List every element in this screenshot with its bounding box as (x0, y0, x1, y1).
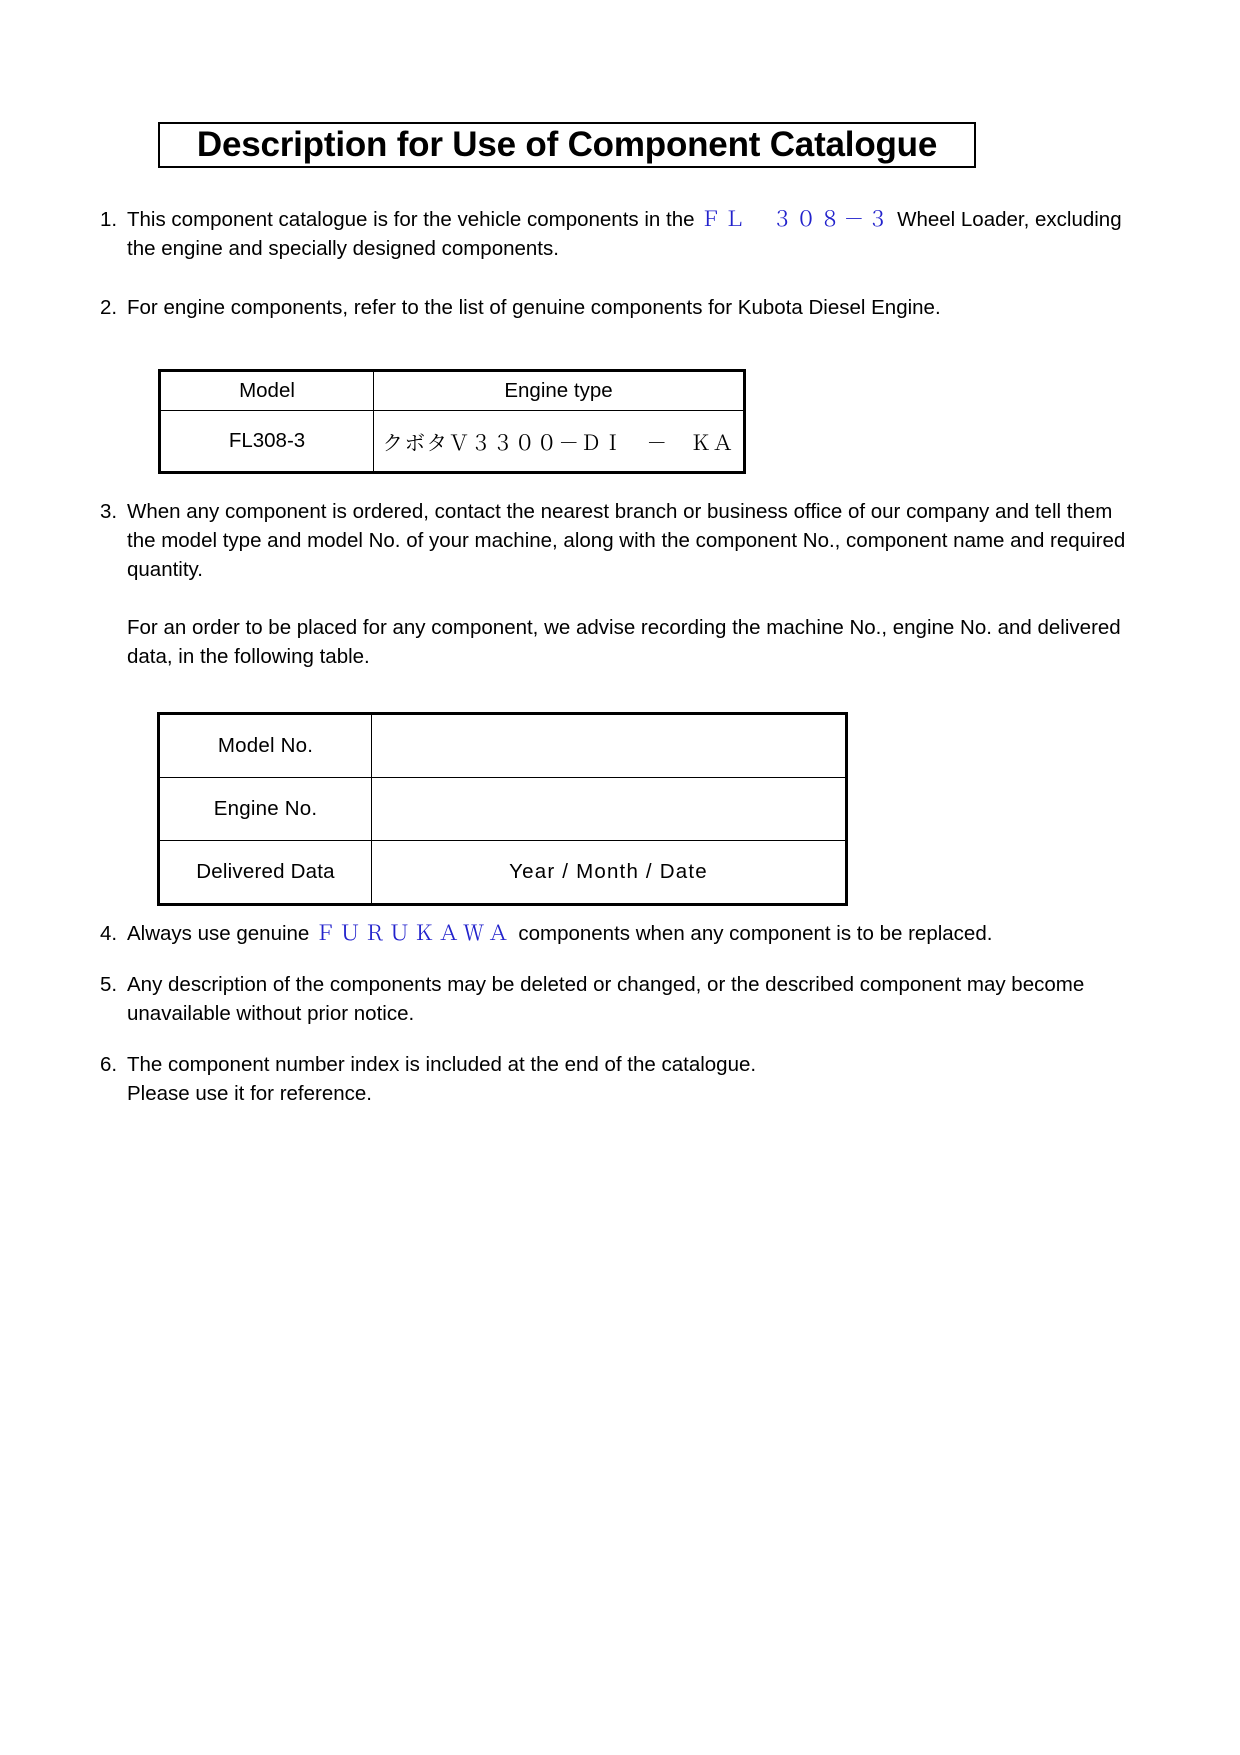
brand-name-highlight: ＦＵＲＵＫＡＷＡ (315, 922, 513, 945)
record-table-label-model-no: Model No. (160, 715, 372, 778)
list-item-3-paragraph-1: When any component is ordered, contact the nearest branch or business office of our company and tell them the model type and model No. of your machine, along with the component No., component name and required quantity. (127, 500, 1126, 581)
content-list (100, 205, 1145, 1108)
list-item-1-number: 1. (100, 208, 118, 231)
list-item-4-number: 4. (100, 922, 118, 945)
list-item-1 (100, 205, 1145, 263)
engine-table-cell-model: FL308-3 (161, 411, 374, 472)
list-item-4-body (127, 919, 1145, 948)
list-item-6-number: 6. (100, 1053, 118, 1076)
list-item-6 (100, 1050, 1145, 1108)
record-table-value-delivered-data[interactable]: Year / Month / Date (372, 841, 846, 904)
list-item-5-body: Any description of the components may be deleted or changed, or the described component may become unavailable without prior notice. (127, 973, 1085, 1025)
engine-table-header-engine-type: Engine type (374, 372, 744, 411)
engine-table-header-model: Model (161, 372, 374, 411)
list-item-3-number: 3. (100, 500, 118, 523)
list-item-6-line1: The component number index is included at the end of the catalogue. (127, 1053, 757, 1076)
model-code-highlight: ＦＬ ３０８－３ (700, 208, 892, 231)
machine-record-table (157, 712, 848, 906)
table-row-header (161, 372, 744, 411)
list-item-2-body: For engine components, refer to the list of genuine components for Kubota Diesel Engine. (127, 296, 941, 319)
table-row (160, 841, 846, 904)
list-item-5 (100, 970, 1145, 1028)
list-item-6-body (127, 1050, 1145, 1108)
record-table-label-engine-no: Engine No. (160, 778, 372, 841)
list-item-6-line2: Please use it for reference. (127, 1082, 372, 1105)
list-item-3 (100, 497, 1145, 671)
list-item-3-body (127, 497, 1145, 671)
engine-type-table (158, 369, 746, 474)
list-item-4 (100, 919, 1145, 948)
engine-table-cell-engine-type: クボタＶ３３００－ＤＩ － ＫＡ (374, 411, 744, 472)
list-item-1-body (127, 205, 1145, 263)
list-item-4-text-before: Always use genuine (127, 922, 316, 945)
record-table-value-engine-no[interactable] (372, 778, 846, 841)
page-title: Description for Use of Component Catalogue (196, 125, 938, 164)
list-item-1-line2: the engine and specially designed components. (127, 237, 559, 260)
list-item-4-text-after: components when any component is to be replaced. (512, 922, 993, 945)
record-table-value-model-no[interactable] (372, 715, 846, 778)
page-title-box (158, 122, 976, 168)
list-item-3-paragraph-2: For an order to be placed for any component, we advise recording the machine No., engine No. and delivered data, in the following table. (127, 616, 1121, 668)
list-item-1-text-after: Wheel Loader, excluding (891, 208, 1122, 231)
list-item-5-number: 5. (100, 973, 118, 996)
table-row (160, 715, 846, 778)
table-row (161, 411, 744, 472)
list-item-1-text-before: This component catalogue is for the vehicle components in the (127, 208, 701, 231)
list-item-2-number: 2. (100, 296, 118, 319)
table-row (160, 778, 846, 841)
record-table-label-delivered-data: Delivered Data (160, 841, 372, 904)
list-item-2 (100, 293, 1145, 322)
